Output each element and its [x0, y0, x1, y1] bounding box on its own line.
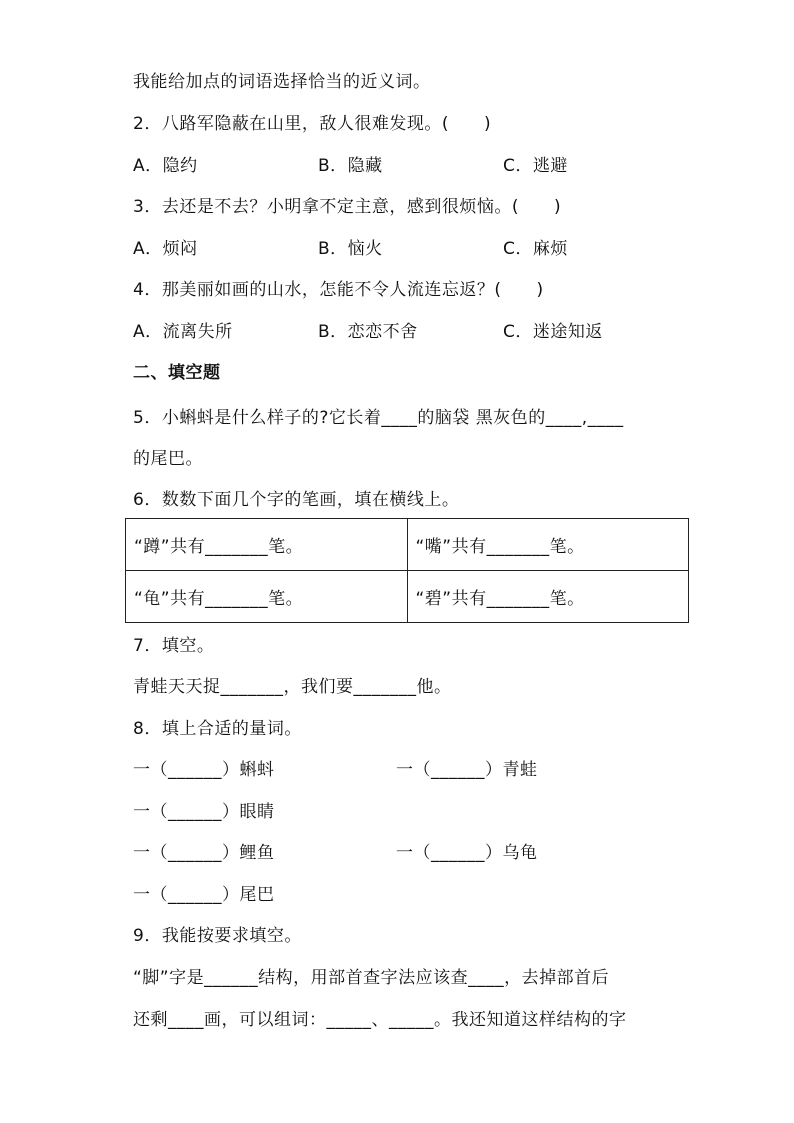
question-4-option-c[interactable]: C．迷途知返	[503, 322, 603, 342]
intro-instruction: 我能给加点的词语选择恰当的近义词。	[133, 72, 431, 92]
measure-word-eyes[interactable]: 一（______）眼睛	[133, 802, 275, 822]
question-2-option-b[interactable]: B．隐藏	[318, 156, 383, 176]
stroke-cell-dun[interactable]: “蹲”共有_______笔。	[126, 519, 408, 571]
measure-word-tail[interactable]: 一（______）尾巴	[133, 885, 275, 905]
question-2-option-a[interactable]: A．隐约	[133, 156, 198, 176]
section-2-heading: 二、填空题	[133, 363, 221, 383]
measure-word-tadpole[interactable]: 一（______）蝌蚪	[133, 760, 275, 780]
question-4-stem: 4．那美丽如画的山水，怎能不令人流连忘返？( )	[133, 280, 544, 300]
stroke-count-table	[125, 518, 689, 623]
question-8-stem: 8．填上合适的量词。	[133, 719, 302, 739]
question-3-option-a[interactable]: A．烦闷	[133, 239, 198, 259]
question-7-blank-line[interactable]: 青蛙天天捉_______，我们要_______他。	[133, 677, 452, 697]
stroke-cell-bi[interactable]: “碧”共有_______笔。	[407, 571, 689, 623]
measure-word-carp[interactable]: 一（______）鲤鱼	[133, 843, 275, 863]
question-2-option-c[interactable]: C．逃避	[503, 156, 568, 176]
table-row	[126, 519, 689, 571]
question-3-stem: 3．去还是不去？小明拿不定主意，感到很烦恼。( )	[133, 197, 562, 217]
measure-word-frog[interactable]: 一（______）青蛙	[396, 760, 538, 780]
question-9-line-2[interactable]: 还剩____画，可以组词：_____、_____。我还知道这样结构的字	[133, 1010, 627, 1030]
question-9-stem: 9．我能按要求填空。	[133, 926, 302, 946]
question-7-stem: 7．填空。	[133, 636, 215, 656]
question-3-option-c[interactable]: C．麻烦	[503, 239, 568, 259]
question-5-line-1: 5．小蝌蚪是什么样子的?它长着____的脑袋 黑灰色的____,____	[133, 408, 624, 428]
question-4-option-a[interactable]: A．流离失所	[133, 322, 233, 342]
stroke-cell-gui[interactable]: “龟”共有_______笔。	[126, 571, 408, 623]
stroke-cell-zui[interactable]: “嘴”共有_______笔。	[407, 519, 689, 571]
question-5-line-2: 的尾巴。	[133, 449, 203, 469]
measure-word-turtle[interactable]: 一（______）乌龟	[396, 843, 538, 863]
question-2-stem: 2．八路军隐蔽在山里，敌人很难发现。( )	[133, 114, 492, 134]
table-row	[126, 571, 689, 623]
question-3-option-b[interactable]: B．恼火	[318, 239, 383, 259]
question-4-option-b[interactable]: B．恋恋不舍	[318, 322, 418, 342]
question-6-stem: 6．数数下面几个字的笔画，填在横线上。	[133, 490, 460, 510]
question-9-line-1[interactable]: “脚”字是______结构，用部首查字法应该查____，去掉部首后	[133, 968, 610, 988]
